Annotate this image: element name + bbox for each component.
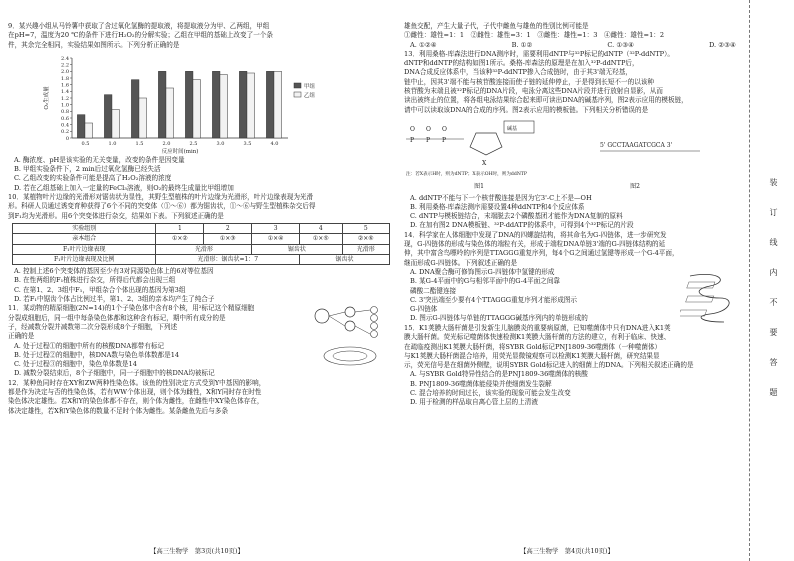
margin-label: 题 — [769, 388, 778, 396]
q14-option-c: C. 3'突出端至少要有4个TTAGGG重复序列才能形成图示 — [410, 295, 578, 304]
q15-line: 与K1荚膜大肠杆菌混合培养，用荧光显微镜观察可以检测K1荚膜大肠杆菌，研究结果显 — [404, 351, 660, 360]
table-cell: ①×③ — [204, 234, 252, 244]
page-footer-right: 【高三生物学 第4页(共10页)】 — [520, 547, 614, 555]
table-row — [13, 244, 390, 254]
x-tick-label: 3.0 — [216, 140, 225, 147]
fig2-sequence: 5' GCCTAAGATCGCA 3' — [600, 141, 673, 149]
q10-options — [8, 267, 392, 304]
figure-1 — [404, 117, 554, 192]
margin-label: 内 — [769, 268, 778, 276]
bar-jia — [212, 71, 220, 138]
table-cell: ②×⑥ — [342, 234, 389, 244]
q14-intro — [404, 231, 740, 268]
g-quadruplex-diagram — [680, 268, 740, 324]
q10-option-b: B. 在性两组的F₁植株进行杂交，所得后代都会出现三组 — [14, 276, 176, 285]
table-cell: 1 — [156, 223, 204, 233]
margin-label: 答 — [769, 358, 778, 366]
x-tick-label: 1.0 — [108, 140, 117, 147]
bar-yi — [166, 88, 174, 138]
q9-option-d: D. 若在乙组基础上加入一定量的FeCl₃溶液，则O₂的最终生成量比甲组增加 — [14, 183, 234, 192]
q9-option-a: A. 酶浓度、pH是该实验的无关变量，改变的条件是因变量 — [14, 155, 185, 164]
svg-text:P: P — [426, 136, 431, 144]
binding-margin — [749, 0, 794, 561]
q11-line: 正确的是 — [8, 332, 35, 341]
table-cell: 锯齿状 — [300, 254, 390, 264]
q13-option-a: A. ddNTP不能与下一个核苷酸连接是因为它3'-C上不是—OH — [410, 193, 592, 202]
q10-option-a: A. 控制上述6个突变体的基因至少有3对同源染色体上的6对等位基因 — [14, 267, 214, 276]
q15-options — [404, 370, 740, 407]
q14-line: 现，G-四链体的形成与染色体的端粒有关，形成于端粒DNA单链3'端的G-四链体结构的延 — [404, 240, 666, 249]
q14-option-c-cont: G-四链体 — [410, 305, 438, 314]
bar-jia — [158, 71, 166, 138]
q12-line: 体决定雄性，若X和Y染色体的数量不足时个体为雌性。某条雌鱼先后与多条 — [8, 406, 229, 415]
fig1-note: 注：若X表示H时，则为dNTP；X表示OH时，则为ddNTP — [406, 171, 527, 177]
y-tick-label: 1.6 — [61, 82, 69, 89]
q13-options — [404, 194, 740, 231]
table-cell: 光滑形：锯齿状=1：7 — [156, 254, 300, 264]
q11-line: 11．某动物的精原细胞(2N=14)的1个子染色体中含有8个核，用²标记这个精原细胞 — [8, 304, 255, 313]
bar-yi — [112, 110, 120, 138]
table-cell: 3 — [252, 223, 300, 233]
table-cell: 2 — [204, 223, 252, 233]
q9-option-c: C. 乙组改变的实验条件可能是提高了H₂O₂溶液的浓度 — [14, 174, 172, 183]
table-cell: 锯齿状 — [252, 244, 342, 254]
q10-option-c: C. 在第1、2、3组中F₁，甲组杂合个体出现的基因为第3组 — [14, 285, 186, 294]
y-tick-label: 1.0 — [61, 102, 69, 109]
q13-line: 请中可以读取该DNA的合成的序列。图2表示应用的模板链。下列相关分析错误的是 — [404, 105, 649, 114]
bar-jia — [131, 80, 139, 138]
bar-yi — [139, 98, 147, 138]
margin-label: 装 — [769, 178, 778, 186]
q14-line: 伸，其中富含鸟嘌呤的序列是TTAGGG重复序列，每4个G之间通过氢键等形成一个G-4平面， — [404, 249, 679, 258]
bar-yi — [193, 80, 201, 138]
q15-line: 膜大肠杆菌。荧光标记噬菌体快速检测K1荚膜大肠杆菌的方法的建立，有利于临床、快速、 — [404, 333, 671, 342]
bar-jia — [185, 71, 193, 138]
y-tick-label: 0.2 — [61, 129, 69, 136]
y-tick-label: 1.8 — [61, 75, 69, 82]
table-cell: F₁叶片边缘表现及比例 — [13, 254, 156, 264]
x-axis-label: 反应时间(min) — [161, 148, 199, 155]
q9-line: 在pH=7，温度为20 ℃的条件下进行H₂O₂的分解实验；乙组在甲组的基础上改变了一个条 — [8, 31, 273, 40]
svg-text:P: P — [442, 136, 447, 144]
q13-line: 链中止，因其3'端不能与核苷酸连接而使子链的延伸停止，于是得到长短不一的以该种 — [404, 77, 654, 86]
y-tick-label: 2.2 — [61, 62, 69, 69]
table-cell: F₁叶片边缘表现 — [13, 244, 156, 254]
q9-option-b: B. 甲组实验条件下，2 min后过氧化氢酶已经失活 — [14, 165, 161, 174]
q13-option-d: D. 在加有图2 DNA模板链、³²P-ddATP的体系中，可得到4个³²P标记的片段 — [410, 221, 634, 230]
q15-line: 15．K1荚膜大肠杆菌是引发新生儿脑膜炎的重要病原菌，已知噬菌体中只有DNA进入K1荚 — [404, 323, 671, 332]
q15-intro — [404, 324, 740, 370]
figure-2 — [560, 117, 710, 192]
q13-option-c: C. dNTP与模板链结合，末端脱去2个磷酸基团才能作为DNA复制的原料 — [410, 212, 623, 221]
q13-intro — [404, 50, 740, 115]
q11-option-d: D. 减数分裂结束后，8个子细胞中，同一子细胞中的核DNA均被标记 — [14, 369, 215, 378]
legend-swatch — [294, 92, 301, 97]
svg-text:X: X — [482, 159, 487, 167]
y-tick-label: 2.4 — [61, 55, 69, 62]
q12-intro — [8, 379, 392, 416]
q12-cont-line: ①雌性：雄性=1：1 ②雌性：雄性=3：1 ③雌性：雄性=1：3 ④雌性：雄性=1：2 — [404, 31, 665, 40]
x-tick-label: 2.5 — [189, 140, 198, 147]
bar-jia — [239, 71, 247, 138]
x-tick-label: 3.5 — [243, 140, 252, 147]
margin-label: 不 — [769, 298, 778, 306]
y-tick-label: 2.0 — [61, 69, 69, 76]
q9-line: 9．某兴趣小组从马铃薯中获取了含过氧化氢酶的提取液，将提取液分为甲、乙两组，甲组 — [8, 22, 270, 30]
table-cell: 亲本组合 — [13, 234, 156, 244]
bar-chart-svg — [38, 52, 338, 156]
q11-line: 子，经减数分裂并减数第二次分裂形成8个子细胞，下列述 — [8, 322, 178, 331]
q12-options — [404, 41, 740, 50]
q13-line: DNA合成反应体系中，当该种³²P-ddNTP掺入合成链时，由于其3'端无羟基， — [404, 68, 632, 77]
q9-options — [8, 156, 392, 193]
q15-line: 示，荧光信号是在细菌外侧壁，说明SYBR Gold标记进入的细菌上的DNA。下列相关叙述正确的是 — [404, 361, 694, 370]
bar-jia — [77, 115, 85, 138]
q10-line: 10．某植物叶片边缘的光滑形对锯齿状为显性，其野生型植株的叶片边缘为光滑形，叶片边缘表现为光滑 — [8, 193, 314, 202]
svg-text:碱基: 碱基 — [507, 125, 518, 132]
q10-line: 形。科研人员通过诱变育种获得了6个不同的突变体（①～⑥）都为锯齿状，①～⑥与野生型植株杂交后得 — [8, 202, 316, 211]
q14-option-b-cont: 磷酸二酯键连接 — [410, 286, 457, 295]
q11-text — [8, 304, 310, 378]
q14-line: 14．科学家在人体细胞中发现了DNA的四螺旋结构，将其命名为G-四链体，进一步研究发 — [404, 230, 667, 239]
q13-line: 13．利用桑格-库森法进行DNA测序时，需要利用dNTP与³²P标记的dNTP（³²P-ddNTP）。 — [404, 49, 674, 58]
fig2-caption: 图2 — [630, 183, 640, 191]
x-tick-label: 4.0 — [270, 140, 279, 147]
q11-option-a: A. 处于过程①的细胞中所有的核酸DNA都带有标记 — [14, 341, 165, 350]
table-cell: 光滑形 — [156, 244, 252, 254]
q13-line: 读出被终止的位置，将各组电泳结果综合起来即可读出DNA的碱基序列，图2表示应用的模板链， — [404, 96, 688, 105]
q12-line: 染色体决定雄性。若X和Y的染色体都不存在，则个体为雌性，在雌性中XY染色体存在， — [8, 397, 264, 406]
q10-line: 到F₁均为光滑形。用6个突变体进行杂交，结果如下表。下列叙述正确的是 — [8, 211, 224, 220]
q14-line: 继而形成G-四链体。下列叙述正确的是 — [404, 258, 518, 267]
margin-label: 订 — [769, 208, 778, 216]
q10-intro — [8, 193, 392, 221]
table-cell: 5 — [342, 223, 389, 233]
bar-chart — [38, 52, 338, 156]
table-cell: 实验组别 — [13, 223, 156, 233]
q14-option-a: A. DNA聚合酶可修饰图示G-四链体中氢键的形成 — [410, 267, 555, 276]
svg-text:P: P — [410, 136, 415, 144]
y-tick-label: 0.8 — [61, 109, 69, 116]
q11-line: 分裂成细胞后，同一组中每条染色体都和这种含有标记，期中所有成分的是 — [8, 313, 226, 322]
q11-option-c: C. 处于过程③的细胞中，染色单体数是14 — [14, 360, 137, 369]
nucleotide-structure-diagram — [404, 117, 554, 179]
right-column — [404, 22, 740, 408]
bar-yi — [274, 71, 282, 138]
q14-option-b: B. 某G-4平面中的G与相邻平面中的G-4平面之间靠 — [410, 277, 561, 286]
q15-option-a: A. 与SYBR Gold特异性结合的是PNJ1809-36噬菌体的核酸 — [410, 370, 588, 379]
bar-yi — [85, 123, 93, 138]
y-tick-label: 0.6 — [61, 115, 69, 122]
legend-swatch — [294, 83, 301, 88]
q10-option-d: D. 若F₁中锯齿个体占比例过半，第1、2、3组的亲本均产生了纯合子 — [14, 295, 215, 304]
q11-block — [8, 304, 392, 378]
q14-option-d: D. 图示G-四链体与单链的TTAGGG碱基序列内的单链形成的 — [410, 314, 588, 323]
q12-option-d: D. ②③④ — [708, 40, 736, 49]
margin-label: 线 — [769, 238, 778, 246]
q15-option-b: B. PNJ1809-36噬菌体能侵染并使细菌发生裂解 — [410, 379, 552, 388]
q12-cont-line: 雄鱼交配，产生大量子代，子代中雌鱼与雄鱼的性别比例可能是 — [404, 22, 589, 30]
margin-label: 要 — [769, 328, 778, 336]
bar-yi — [220, 75, 228, 138]
q9-line: 件，其余完全相同，实验结果如图所示。下列分析正确的是 — [8, 40, 180, 49]
table-cell: ①×② — [156, 234, 204, 244]
q15-line: 在疏临疫测出K1荚膜大肠杆菌，将SYBR Gold标记PNJ1809-36噬菌体（一种噬菌体） — [404, 342, 662, 351]
q13-line: 核苷酸为末端且被³²P标记的DNA片段，电泳分离这些DNA片段并进行放射自显影，从而 — [404, 87, 663, 96]
q13-option-b: B. 利用桑格-库森法测序需要设置4种ddNTP和4个反应体系 — [410, 202, 585, 211]
legend-label: 乙组 — [304, 92, 316, 99]
q13-figures — [404, 117, 740, 192]
q12-line: 12．某种鱼同时存在XY和ZW两种性染色体。该鱼的性别决定方式受到Y中基因的影响， — [8, 378, 266, 387]
svg-text:O: O — [410, 125, 415, 133]
q13-line: dNTP和ddNTP的结构如图1所示。桑格-库森法的原理是在加入³²P-ddNTP后， — [404, 59, 639, 68]
y-tick-label: 1.4 — [61, 89, 69, 96]
q14-block — [404, 268, 740, 324]
table-cell: ①×⑤ — [300, 234, 342, 244]
table-cell: 光滑形 — [342, 244, 389, 254]
y-tick-label: 0 — [65, 135, 69, 142]
meiosis-diagram — [310, 304, 392, 376]
table-row — [13, 254, 390, 264]
svg-text:O: O — [442, 125, 447, 133]
x-tick-label: 2.0 — [162, 140, 171, 147]
legend-label: 甲组 — [304, 83, 316, 90]
experiment-table — [12, 223, 390, 265]
q15-option-d: D. 用于检测的样品取自离心管上层的上清液 — [410, 398, 538, 407]
x-tick-label: 0.5 — [81, 140, 90, 147]
table-row — [13, 234, 390, 244]
y-tick-label: 1.2 — [61, 95, 69, 102]
y-axis-label: O₂生成量 — [44, 86, 50, 110]
q12-option-b: B. ①② — [511, 40, 533, 49]
q12-line: 都是作为决定与否的性染色体，若有WW个体出现，则个体为雌性，X和Y同时存在时性 — [8, 388, 262, 397]
y-tick-label: 0.4 — [61, 122, 69, 129]
table-row — [13, 223, 390, 233]
table-cell: ①×④ — [252, 234, 300, 244]
q12-option-a: A. ①②④ — [410, 40, 437, 49]
q14-options — [404, 268, 680, 324]
page-footer-left: 【高三生物学 第3页(共10页)】 — [150, 547, 244, 555]
bar-jia — [266, 71, 274, 138]
x-tick-label: 1.5 — [135, 140, 144, 147]
fig1-caption: 图1 — [474, 183, 484, 191]
bar-yi — [247, 73, 255, 138]
svg-text:O: O — [426, 125, 431, 133]
table-cell: 4 — [300, 223, 342, 233]
q12-option-c: C. ①③④ — [607, 40, 635, 49]
q15-option-c: C. 混合培养的时间过长，该实验的现象可能会发生改变 — [410, 389, 571, 398]
q11-option-b: B. 处于过程②的细胞中，核DNA数与染色单体数都是14 — [14, 350, 180, 359]
left-column — [8, 22, 392, 416]
template-strand-diagram — [560, 117, 710, 179]
bar-jia — [104, 95, 112, 138]
q9-intro — [8, 22, 392, 50]
